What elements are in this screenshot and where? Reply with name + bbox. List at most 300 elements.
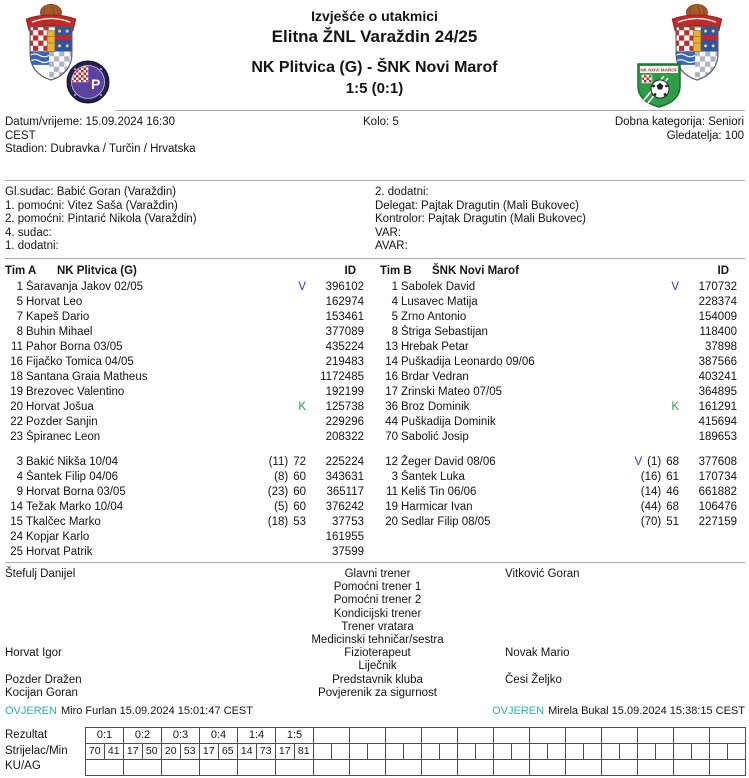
- minute-half: [368, 744, 386, 759]
- staff-name-team-a: Kocijan Goran: [5, 686, 78, 699]
- player-id: 396102: [325, 281, 364, 293]
- player-number: 24: [10, 531, 23, 543]
- player-row: [5, 415, 376, 430]
- result-cell: [602, 728, 638, 744]
- player-extras: [226, 470, 306, 485]
- result-cell: 1:5: [276, 728, 314, 744]
- staff-name-team-a: [5, 660, 250, 673]
- player-number: 8: [16, 326, 23, 338]
- staff-row: [5, 621, 744, 634]
- player-row: [380, 385, 749, 400]
- result-column: [238, 728, 276, 776]
- result-column: [458, 728, 494, 776]
- player-row: [5, 530, 376, 545]
- staff-name-team-a: [5, 608, 250, 621]
- result-column: [386, 728, 422, 776]
- kuag-cell: [238, 760, 276, 776]
- staff-name-team-b: [505, 594, 744, 607]
- staff-name-team-b: [505, 581, 744, 594]
- result-column: [494, 728, 530, 776]
- player-extras: [226, 325, 306, 340]
- scorer-half: [386, 744, 404, 759]
- player-extras: [226, 385, 306, 400]
- player-name: Pozder Sanjin: [26, 416, 98, 428]
- staff-role-label: Pomoćni trener 1: [333, 581, 422, 594]
- player-extras: [599, 370, 679, 385]
- player-row: [380, 370, 749, 385]
- attendance: Gledatelja: 100: [666, 129, 744, 142]
- player-id: 228374: [698, 296, 737, 308]
- result-column: [124, 728, 162, 776]
- substitution-minute: 53: [293, 516, 306, 528]
- player-name: Žeger David 08/06: [401, 456, 496, 468]
- minute-half: 50: [145, 745, 158, 757]
- result-cell: [386, 728, 422, 744]
- player-row: [380, 485, 749, 500]
- player-id: 365117: [326, 486, 364, 498]
- staff-name-team-a: [5, 594, 250, 607]
- official-line: 1. pomoćni: Vitez Saša (Varaždin): [5, 199, 178, 212]
- player-id: 37599: [332, 546, 364, 558]
- player-number: 11: [11, 341, 23, 353]
- staff-row: [5, 687, 744, 700]
- result-cell: [350, 728, 386, 744]
- team-a-name: NK Plitvica (G): [57, 265, 137, 277]
- player-name: Sabolek David: [401, 281, 476, 293]
- divider-header: [115, 110, 745, 111]
- result-cell: [458, 728, 494, 744]
- round: Kolo: 5: [363, 116, 399, 128]
- substituted-for: (1): [647, 456, 662, 468]
- staff-row: [5, 568, 744, 581]
- result-column: [314, 728, 350, 776]
- scorer-half: [674, 744, 692, 759]
- player-number: 3: [391, 471, 398, 483]
- player-number: 19: [385, 501, 398, 513]
- row-label-result: Rezultat: [5, 729, 48, 741]
- result-progression-grid: [5, 727, 746, 776]
- player-extras: [226, 515, 306, 530]
- player-id: 343631: [325, 471, 364, 483]
- kuag-cell: [494, 760, 530, 776]
- substituted-for: (18): [267, 516, 289, 528]
- result-column: [710, 728, 746, 776]
- result-grid-table: [85, 727, 746, 776]
- result-column: [674, 728, 710, 776]
- player-number: 15: [10, 516, 23, 528]
- player-name: Santana Graia Matheus: [26, 371, 148, 383]
- player-number: 18: [10, 371, 23, 383]
- team-b-roster: [376, 264, 749, 560]
- player-name: Lusavec Matija: [401, 296, 478, 308]
- player-row: [380, 355, 749, 370]
- staff-role-label: Liječnik: [358, 660, 397, 673]
- scorer-minute-cell: [276, 744, 314, 760]
- player-number: 16: [10, 356, 23, 368]
- player-row: [380, 415, 749, 430]
- staff-name-team-b: [505, 660, 744, 673]
- scorer-minute-cell: [200, 744, 238, 760]
- player-id: 403241: [698, 371, 737, 383]
- score: 1:5 (0:1): [345, 80, 404, 97]
- staff-name-team-b: Česi Željko: [505, 673, 562, 686]
- staff-role-label: Fizioterapeut: [344, 647, 411, 660]
- report-title: Izvješće o utakmici: [311, 8, 438, 24]
- player-id: 435224: [325, 341, 364, 353]
- staff-name-team-b: Vitković Goran: [505, 568, 580, 580]
- player-extras: [226, 545, 306, 560]
- staff-name-team-b: [505, 621, 744, 634]
- scorer-half: [638, 744, 656, 759]
- player-extras: [599, 485, 679, 500]
- staff-row: [5, 608, 744, 621]
- player-extras: [226, 500, 306, 515]
- player-id: 170732: [698, 281, 737, 293]
- divider-rosters: [5, 562, 745, 563]
- result-column: [200, 728, 238, 776]
- player-row: [380, 400, 749, 415]
- staff-name-team-b: Novak Mario: [505, 647, 570, 660]
- scorer-minute-cell: [674, 744, 710, 760]
- captain-badge: K: [298, 401, 306, 413]
- player-number: 4: [391, 296, 398, 308]
- scorer-minute-cell: [86, 744, 124, 760]
- result-cell: [710, 728, 746, 744]
- team-b-name: ŠNK Novi Marof: [432, 265, 519, 277]
- certified-by-left: Miro Furlan 15.09.2024 15:01:47 CEST: [60, 705, 253, 717]
- substituted-for: (44): [640, 501, 662, 513]
- player-id: 37898: [705, 341, 737, 353]
- player-id: 225224: [325, 456, 364, 468]
- substitution-minute: 60: [293, 486, 306, 498]
- minute-half: [404, 744, 422, 759]
- player-name: Pahor Borna 03/05: [26, 341, 123, 353]
- staff-role-label: Glavni trener: [344, 568, 411, 580]
- result-column: [422, 728, 458, 776]
- result-column: [602, 728, 638, 776]
- team-a-logo: [66, 60, 110, 104]
- result-cell: 0:4: [200, 728, 238, 744]
- substituted-for: (23): [267, 486, 289, 498]
- kuag-cell: [458, 760, 494, 776]
- player-id: 415694: [698, 416, 737, 428]
- row-label-kuag: KU/AG: [5, 760, 41, 772]
- player-id: 364895: [698, 386, 737, 398]
- staff-role-label: Predstavnik kluba: [332, 673, 423, 686]
- player-number: 22: [10, 416, 23, 428]
- divider-info: [5, 180, 745, 181]
- official-line: 1. dodatni:: [5, 240, 59, 253]
- player-extras: [226, 280, 306, 295]
- result-column: [530, 728, 566, 776]
- player-id: 161291: [698, 401, 737, 413]
- player-row: [5, 400, 376, 415]
- staff-row: [5, 581, 744, 594]
- substitution-minute: 61: [666, 471, 679, 483]
- player-number: 20: [385, 516, 398, 528]
- player-extras: [599, 515, 679, 530]
- minute-half: 53: [183, 745, 196, 757]
- staff-role-label: Medicinski tehničar/sestra: [311, 633, 444, 646]
- staff-name-team-a: [5, 581, 250, 594]
- scorer-minute-cell: [602, 744, 638, 760]
- substitution-minute: 60: [293, 501, 306, 513]
- staff-role-label: Pomoćni trener 2: [333, 594, 422, 607]
- age-category: Dobna kategorija: Seniori: [614, 116, 744, 128]
- kuag-cell: [710, 760, 746, 776]
- player-extras: [226, 455, 306, 470]
- scorer-minute-cell: [494, 744, 530, 760]
- player-name: Harmicar Ivan: [401, 501, 473, 513]
- player-name: Kopjar Karlo: [26, 531, 90, 543]
- scorer-half: [530, 744, 548, 759]
- player-extras: [599, 310, 679, 325]
- player-row: [380, 500, 749, 515]
- certified-status-right: OVJEREN: [492, 705, 545, 717]
- result-cell: 0:3: [162, 728, 200, 744]
- scorer-half: 14: [238, 744, 257, 759]
- certification-row: [5, 705, 745, 717]
- match-title: NK Plitvica (G) - ŠNK Novi Marof: [251, 59, 498, 76]
- staff-name-team-a: [5, 621, 250, 634]
- player-name: Brezovec Valentino: [26, 386, 125, 398]
- kuag-cell: [674, 760, 710, 776]
- player-name: Horvat Jošua: [26, 401, 94, 413]
- staff-name-team-a: Pozder Dražen: [5, 673, 82, 686]
- player-row: [5, 430, 376, 445]
- scorer-minute-cell: [314, 744, 350, 760]
- competition-title: Elitna ŽNL Varaždin 24/25: [271, 27, 478, 46]
- player-id: 377089: [325, 326, 364, 338]
- player-row: [5, 310, 376, 325]
- official-line: Kontrolor: Pajtak Dragutin (Mali Bukovec): [375, 213, 586, 226]
- player-row: [5, 340, 376, 355]
- certified-status-left: OVJEREN: [5, 705, 57, 717]
- minute-half: [476, 744, 494, 759]
- result-grid-row-labels: [5, 727, 85, 776]
- result-cell: 1:4: [238, 728, 276, 744]
- scorer-minute-cell: [238, 744, 276, 760]
- player-extras: [226, 310, 306, 325]
- kuag-cell: [276, 760, 314, 776]
- player-id: 37753: [332, 516, 364, 528]
- player-id: 387566: [698, 356, 737, 368]
- official-line: Gl.sudac: Babić Goran (Varaždin): [5, 186, 177, 198]
- staff-name-team-b: [505, 687, 744, 700]
- minute-half: [440, 744, 458, 759]
- player-id: 227159: [698, 516, 737, 528]
- player-name: Šantek Filip 04/06: [26, 471, 119, 483]
- scorer-half: 17: [276, 744, 295, 759]
- player-number: 13: [385, 341, 398, 353]
- minute-half: [728, 744, 746, 759]
- staff-role-label: Trener vratara: [341, 620, 414, 633]
- player-row: [5, 295, 376, 310]
- scorer-minute-cell: [386, 744, 422, 760]
- scorer-half: 20: [162, 744, 181, 759]
- player-extras: [599, 455, 679, 470]
- player-name: Horvat Patrik: [26, 546, 93, 558]
- player-row: [380, 280, 749, 295]
- player-extras: [599, 400, 679, 415]
- report-header: [0, 0, 749, 110]
- official-line: Delegat: Pajtak Dragutin (Mali Bukovec): [375, 199, 579, 212]
- minute-half: [584, 744, 602, 759]
- scorer-minute-cell: [350, 744, 386, 760]
- substituted-for: (16): [640, 471, 662, 483]
- substitution-minute: 68: [666, 456, 679, 468]
- staff-row: [5, 594, 744, 607]
- player-id: 162974: [325, 296, 364, 308]
- player-name: Puškadija Leonardo 09/06: [401, 356, 535, 368]
- player-extras: [226, 430, 306, 445]
- goalkeeper-badge: V: [298, 281, 306, 293]
- match-info: [5, 116, 744, 174]
- staff-row: [5, 674, 744, 687]
- player-id: 376242: [325, 501, 364, 513]
- match-datetime-line2: CEST: [5, 129, 36, 142]
- scorer-minute-cell: [162, 744, 200, 760]
- team-a-substitutes: [5, 455, 376, 560]
- player-number: 14: [10, 501, 23, 513]
- player-name: Horvat Leo: [26, 296, 83, 308]
- team-rosters: [5, 264, 749, 560]
- player-id: 153461: [325, 311, 364, 323]
- match-datetime-line1: Datum/vrijeme: 15.09.2024 16:30: [5, 116, 176, 128]
- minute-half: 65: [221, 745, 234, 757]
- player-row: [380, 430, 749, 445]
- officials-right-column: [375, 186, 745, 254]
- scorer-minute-cell: [458, 744, 494, 760]
- scorer-half: 17: [200, 744, 219, 759]
- player-id: 154009: [698, 311, 737, 323]
- player-name: Špiranec Leon: [26, 431, 101, 443]
- player-number: 17: [385, 386, 398, 398]
- goalkeeper-badge: V: [671, 281, 679, 293]
- player-id: 125738: [325, 401, 364, 413]
- player-row: [5, 455, 376, 470]
- player-number: 12: [385, 456, 398, 468]
- result-cell: [422, 728, 458, 744]
- minute-half: 41: [107, 745, 120, 757]
- player-id: 377608: [698, 456, 737, 468]
- scorer-half: 70: [86, 744, 105, 759]
- team-b-id-header: ID: [717, 265, 729, 277]
- scorer-half: [602, 744, 620, 759]
- player-row: [380, 325, 749, 340]
- player-id: 189653: [698, 431, 737, 443]
- player-id: 192199: [325, 386, 364, 398]
- player-row: [5, 325, 376, 340]
- result-cell: 0:1: [86, 728, 124, 744]
- stadium: Stadion: Dubravka / Turčin / Hrvatska: [5, 143, 196, 155]
- staff-role-label: Kondicijski trener: [333, 607, 422, 620]
- player-id: 118400: [699, 326, 737, 338]
- player-id: 229296: [325, 416, 364, 428]
- official-line: 4. sudac:: [5, 226, 52, 239]
- player-extras: [599, 325, 679, 340]
- player-row: [5, 470, 376, 485]
- team-b-starters: [380, 280, 749, 445]
- kuag-cell: [386, 760, 422, 776]
- player-number: 44: [385, 416, 398, 428]
- goalkeeper-badge: V: [634, 456, 643, 468]
- player-extras: [599, 385, 679, 400]
- team-a-starters: [5, 280, 376, 445]
- player-extras: [226, 370, 306, 385]
- player-number: 1: [391, 281, 398, 293]
- scorer-half: [314, 744, 332, 759]
- player-name: Keliš Tin 06/06: [401, 486, 477, 498]
- team-b-logo: [634, 60, 684, 108]
- player-row: [380, 295, 749, 310]
- minute-half: [692, 744, 710, 759]
- captain-badge: K: [671, 401, 679, 413]
- official-line: 2. pomoćni: Pintarić Nikola (Varaždin): [5, 213, 197, 226]
- player-extras: [226, 355, 306, 370]
- player-name: Horvat Borna 03/05: [26, 486, 126, 498]
- player-number: 20: [10, 401, 23, 413]
- player-name: Štriga Sebastijan: [401, 326, 488, 338]
- kuag-cell: [566, 760, 602, 776]
- player-number: 16: [385, 371, 398, 383]
- player-row: [380, 340, 749, 355]
- player-name: Tkalčec Marko: [26, 516, 101, 528]
- result-cell: [314, 728, 350, 744]
- svg-text:NK NOVI MAROF: NK NOVI MAROF: [640, 67, 678, 73]
- match-officials: [5, 186, 745, 254]
- staff-row: [5, 660, 744, 673]
- player-extras: [599, 470, 679, 485]
- player-id: 1172485: [320, 371, 364, 383]
- player-name: Brdar Vedran: [401, 371, 469, 383]
- kuag-cell: [530, 760, 566, 776]
- player-number: 3: [16, 456, 23, 468]
- kuag-cell: [124, 760, 162, 776]
- player-id: 661882: [698, 486, 737, 498]
- player-name: Broz Dominik: [401, 401, 470, 413]
- scorer-half: [350, 744, 368, 759]
- staff-name-team-a: Štefulj Danijel: [5, 568, 76, 580]
- kuag-cell: [422, 760, 458, 776]
- minute-half: 73: [259, 745, 272, 757]
- substitution-minute: 72: [293, 456, 306, 468]
- kuag-cell: [86, 760, 124, 776]
- player-number: 11: [386, 486, 398, 498]
- player-number: 5: [16, 296, 23, 308]
- substituted-for: (70): [640, 516, 662, 528]
- result-column: [350, 728, 386, 776]
- result-cell: [566, 728, 602, 744]
- player-extras: [599, 355, 679, 370]
- player-row: [5, 280, 376, 295]
- player-name: Fijačko Tomica 04/05: [26, 356, 134, 368]
- staff-role-label: Povjerenik za sigurnost: [318, 686, 437, 699]
- player-extras: [599, 280, 679, 295]
- officials-left-column: [5, 186, 375, 254]
- scorer-half: [494, 744, 512, 759]
- player-number: 8: [391, 326, 398, 338]
- player-name: Zrinski Mateo 07/05: [401, 386, 502, 398]
- player-name: Hrebak Petar: [401, 341, 469, 353]
- player-extras: [226, 295, 306, 310]
- kuag-cell: [200, 760, 238, 776]
- scorer-half: [422, 744, 440, 759]
- player-number: 19: [10, 386, 23, 398]
- player-number: 7: [16, 311, 23, 323]
- team-b-label: Tim B: [380, 265, 412, 277]
- player-number: 5: [391, 311, 398, 323]
